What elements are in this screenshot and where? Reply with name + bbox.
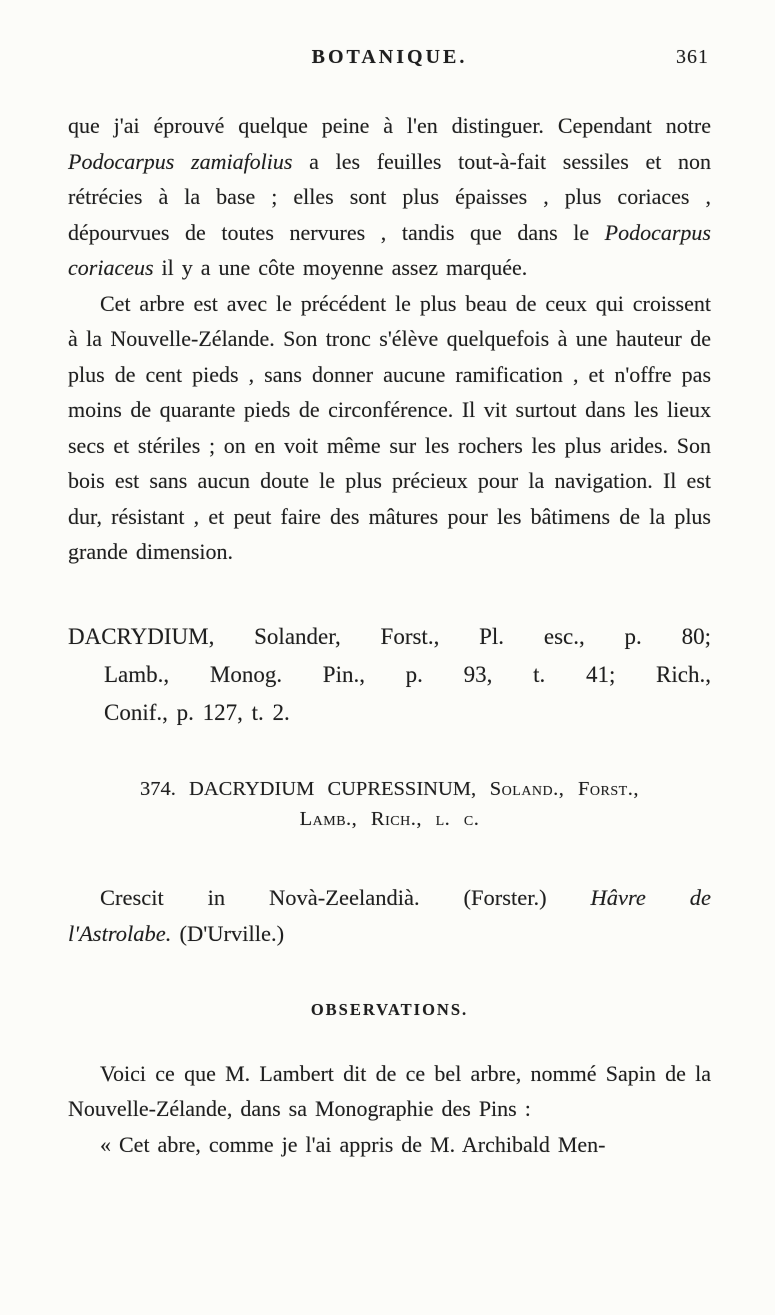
- species-name-zamiafolius-italic: Podocarpus zamiafolius: [68, 148, 293, 174]
- genus-heading-dacrydium: [68, 618, 711, 732]
- species-name: DACRYDIUM CUPRESSINUM,: [189, 777, 477, 800]
- species-heading-dacrydium-cupressinum: [68, 774, 711, 834]
- page-number: 361: [676, 46, 709, 68]
- page-body: [68, 108, 711, 1162]
- species-heading-line: [68, 774, 711, 804]
- paragraph-tree-description: Cet arbre est avec le précédent le plus beau de ceux qui croissent à la Nouvelle-Zélande. Son tronc s'élève quelquefois à une hauteur de plus de cent pieds , sans donner aucune ramification , et n'offre pas moins de quarante pieds de circonférence. Il vit surtout dans les lieux secs et stériles ; on en voit même sur les rochers les plus arides. Son bois est sans aucun doute le plus précieux pour la navigation. Il est dur, résistant , et peut faire des mâtures pour les bâtimens de la plus grande dimension.: [68, 290, 711, 564]
- text-run: il y a une côte moyenne assez marquée.: [153, 255, 528, 280]
- observations-heading: OBSERVATIONS.: [310, 999, 469, 1019]
- habitat-line-2: [68, 916, 711, 952]
- species-heading-line-2: Lamb., Rich., l. c.: [299, 807, 480, 830]
- text-run: que j'ai éprouvé quelque peine à l'en distinguer. Cependant notre: [68, 113, 711, 138]
- species-name-coriaceus-italic: Podocarpus coriaceus: [68, 219, 711, 280]
- page-header: [68, 46, 711, 74]
- habitat-text-run: Crescit in Novà-Zeelandià. (Forster.): [100, 884, 591, 910]
- habitat-line-1: [68, 880, 711, 916]
- genus-heading-line: Conif., p. 127, t. 2.: [104, 699, 290, 725]
- habitat-locality-italic: Hâvre de: [590, 884, 711, 910]
- text-run: a les feuilles tout-à-fait sessiles et non rétrécies à la base ; elles sont plus épaisses , plus coriaces , dépourvues de toutes nervures , tandis que dans le: [68, 148, 711, 245]
- habitat-authority: (D'Urville.): [171, 920, 285, 946]
- genus-heading-line: DACRYDIUM, Solander, Forst., Pl. esc., p. 80;: [68, 623, 711, 649]
- paragraph-quote-start: « Cet abre, comme je l'ai appris de M. Archibald Men-: [100, 1131, 606, 1157]
- paragraph-podocarpus-continuation: [68, 108, 711, 286]
- habitat-locality-italic: l'Astrolabe.: [68, 920, 172, 946]
- paragraph-lambert-intro: Voici ce que M. Lambert dit de ce bel arbre, nommé Sapin de la Nouvelle-Zélande, dans sa Monographie des Pins :: [68, 1060, 711, 1121]
- species-authors: Soland., Forst.,: [476, 777, 639, 800]
- running-header-title: BOTANIQUE.: [311, 46, 468, 68]
- genus-heading-line: Lamb., Monog. Pin., p. 93, t. 41; Rich.,: [104, 661, 711, 687]
- species-number: 374.: [140, 777, 190, 800]
- habitat-paragraph: [68, 880, 711, 952]
